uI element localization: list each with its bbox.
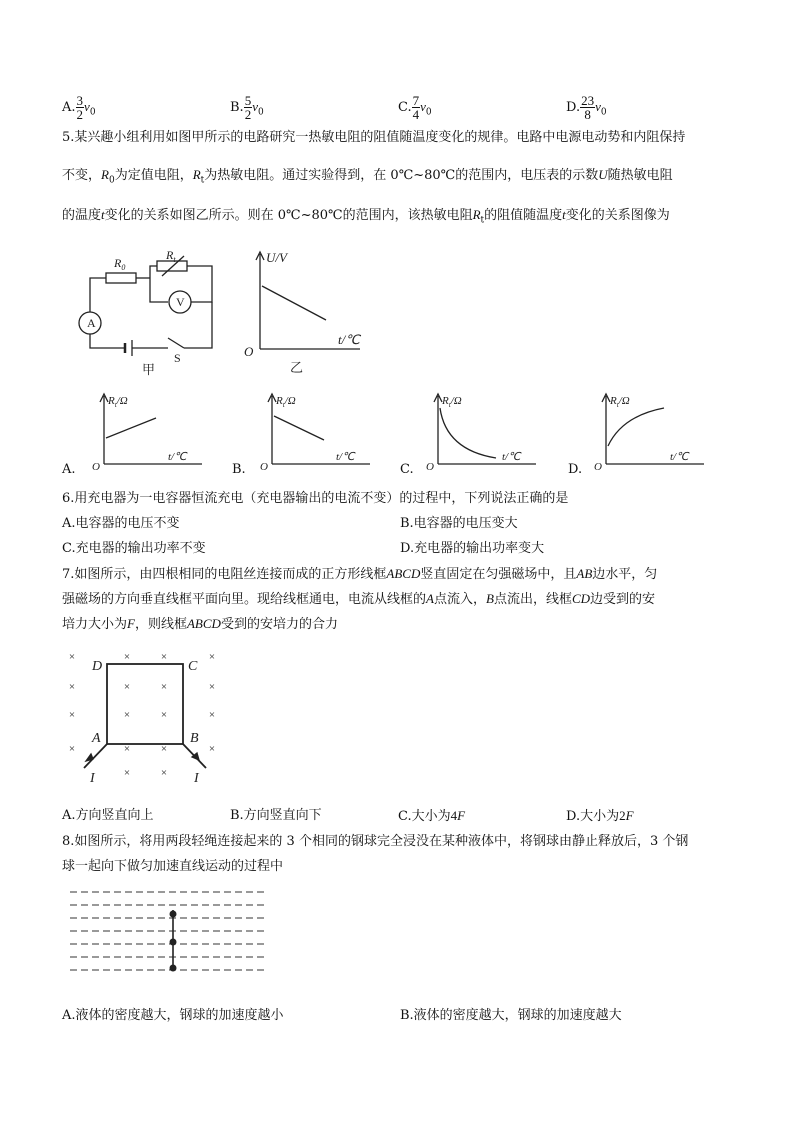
origin-label: O [260,461,268,473]
q6-option-d: D.充电器的输出功率变大 [400,541,545,556]
liquid-steel-balls-diagram [62,884,272,984]
y-axis-label: $R_t/\Omega$ [442,395,462,409]
rt-label: $R_t$ [166,250,176,264]
q5-line-3: 的温度t变化的关系如图乙所示。则在 0℃~80℃的范围内，该热敏电阻$R_t$的阻值随温度t变化的关系图像为 [62,207,670,226]
option-b-graph [258,388,378,473]
liquid-dashes [70,892,264,970]
magnetic-field-frame-diagram [62,640,232,790]
field-mark: × [208,681,216,693]
option-a-graph [90,388,210,473]
ammeter-label: A [87,316,96,330]
field-mark: × [68,743,76,755]
origin-label: O [594,461,602,473]
q7-option-d: D.大小为2F [566,808,634,824]
vertex-b-label: B [190,731,199,746]
current-label-right: I [194,771,199,786]
vertex-d-label: D [92,659,103,674]
q4-option-b: B. $\frac{5}{2}$ $v_0$ [230,93,264,122]
field-mark: × [68,651,76,663]
q7-option-c: C.大小为4F [398,808,466,824]
field-mark: × [160,743,168,755]
x-axis-label: t/℃ [670,451,689,463]
q6-option-c: C.充电器的输出功率不变 [62,541,206,556]
q5-line-2: 不变，$R_0$为定值电阻，$R_t$为热敏电阻。通过实验得到，在 0℃~80℃的范围内，电压表的示数U随热敏电阻 [62,167,673,186]
q7-line-2: 强磁场的方向垂直线框平面向里。现给线框通电，电流从线框的A点流入，B点流出，线框CD边受到的安 [62,591,656,607]
option-c-graph [424,388,544,473]
q5-option-a-letter: A. [62,462,76,477]
current-label-left: I [90,771,95,786]
q6-option-a: A.电容器的电压不变 [62,516,180,531]
q7-line-1: 7.如图所示，由四根相同的电阻丝连接而成的正方形线框ABCD竖直固定在匀强磁场中，且AB边水平，匀 [62,566,658,582]
y-axis-label: $R_t/\Omega$ [108,395,128,409]
q7-option-a: A.方向竖直向上 [62,808,154,823]
y-axis-label: $R_t/\Omega$ [276,395,296,409]
x-axis-label: t/℃ [338,332,360,347]
field-mark: × [123,767,131,779]
field-mark: × [208,709,216,721]
field-mark: × [123,743,131,755]
q5-option-c-letter: C. [400,462,414,477]
steel-ball [170,965,177,972]
circuit-diagram [70,250,230,380]
field-mark: × [208,651,216,663]
field-mark: × [160,651,168,663]
field-mark: × [68,681,76,693]
x-axis-label: t/℃ [502,451,521,463]
q8-line-2: 球一起向下做匀加速直线运动的过程中 [62,859,284,874]
field-mark: × [123,651,131,663]
field-mark: × [160,767,168,779]
vertex-c-label: C [188,659,198,674]
q5-line-1: 5.某兴趣小组利用如图甲所示的电路研究一热敏电阻的阻值随温度变化的规律。电路中电源电动势和内阻保持 [62,130,686,145]
origin-label: O [92,461,100,473]
q8-option-b: B.液体的密度越大，钢球的加速度越大 [400,1008,622,1023]
voltmeter-label: V [176,295,185,309]
vertex-a-label: A [92,731,101,746]
x-axis-label: t/℃ [336,451,355,463]
fraction: $\frac{5}{2}$ [244,93,252,122]
origin-label: O [426,461,434,473]
q8-option-a: A.液体的密度越大，钢球的加速度越小 [62,1008,284,1023]
field-mark: × [160,681,168,693]
q5-option-b-letter: B. [232,462,246,477]
field-mark: × [68,709,76,721]
field-mark: × [208,743,216,755]
field-mark: × [123,709,131,721]
fraction: $\frac{3}{2}$ [76,93,84,122]
fraction: $\frac{23}{8}$ [581,93,595,122]
q6-stem: 6.用充电器为一电容器恒流充电（充电器输出的电流不变）的过程中，下列说法正确的是 [62,491,569,506]
figure-caption: 乙 [290,360,304,375]
origin-label: O [244,344,254,359]
switch-label: S [174,351,181,365]
field-mark: × [123,681,131,693]
q4-option-c: C. $\frac{7}{4}$ $v_0$ [398,93,432,122]
y-axis-label: U/V [266,250,287,265]
figure-caption: 甲 [142,362,156,377]
q7-line-3: 培力大小为F，则线框ABCD受到的安培力的合力 [62,616,338,632]
field-mark: × [160,709,168,721]
q6-option-b: B.电容器的电压变大 [400,516,518,531]
q8-line-1: 8.如图所示，将用两段轻绳连接起来的 3 个相同的钢球完全浸没在某种液体中，将钢球由静止释放后，3 个钢 [62,834,689,849]
q5-option-d-letter: D. [568,462,583,477]
u-t-graph [240,244,375,379]
r0-label: $R_0$ [114,256,126,272]
steel-ball [170,939,177,946]
q4-option-a: A. $\frac{3}{2}$ $v_0$ [62,93,96,122]
y-axis-label: $R_t/\Omega$ [610,395,630,409]
q4-option-d: D. $\frac{23}{8}$ $v_0$ [566,93,607,122]
q7-option-b: B.方向竖直向下 [230,808,322,823]
fraction: $\frac{7}{4}$ [412,93,420,122]
x-axis-label: t/℃ [168,451,187,463]
steel-ball [170,911,177,918]
option-d-graph [592,388,712,473]
